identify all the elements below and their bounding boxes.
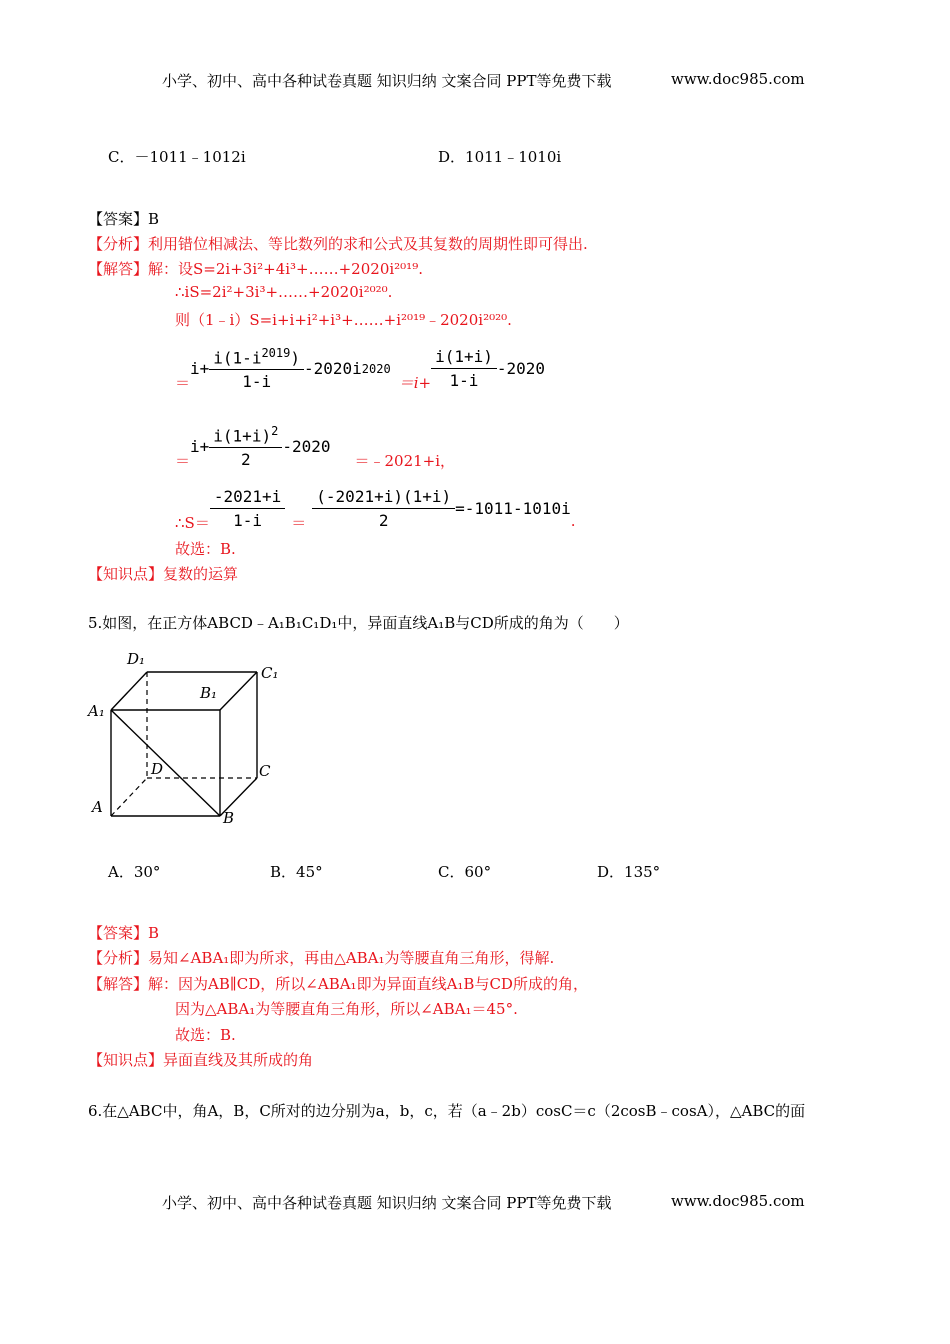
q5-option-c: C．60° <box>438 863 492 881</box>
label-b: B <box>223 809 235 827</box>
q4-m3-lead: ∴S＝ <box>175 514 210 532</box>
q4-answer-line <box>88 208 159 229</box>
q4-m3-eq: ＝ <box>291 514 307 532</box>
edge-a1d1 <box>111 672 147 710</box>
q4-m2-fraction <box>209 424 282 469</box>
q4-option-d: D．1011﹣1010i <box>438 148 562 166</box>
q4-m1b-tail: -2020 <box>496 359 546 378</box>
q4-choose: 故选：B. <box>175 540 236 558</box>
q4-knowledge-tag: 【知识点】 <box>88 565 164 583</box>
q5-knowledge-tag: 【知识点】 <box>88 1051 164 1069</box>
q4-m1-num: i(1-i <box>213 348 262 368</box>
q4-math-row3 <box>175 484 576 533</box>
page-header-text: 小学、初中、高中各种试卷真题 知识归纳 文案合同 PPT等免费下载 <box>162 72 612 90</box>
q4-m1-tail: -2020i <box>304 359 362 378</box>
q4-m1b-num: i(1+i) <box>431 347 497 369</box>
q4-m1b-den: 1-i <box>449 371 479 390</box>
q5-answer-line <box>88 922 159 943</box>
q4-option-c: C．－1011﹣1012i <box>108 148 246 166</box>
q4-m3-tail: =-1011-1010i <box>455 499 571 518</box>
q4-m3-end: . <box>570 511 576 530</box>
q4-m1b-fraction <box>431 347 497 390</box>
q4-m3-fraction <box>210 487 285 530</box>
q4-knowledge: 复数的运算 <box>163 565 239 583</box>
diagonal-a1b <box>111 710 220 816</box>
q5-answer-tag: 【答案】 <box>88 924 149 942</box>
q5-option-b: B．45° <box>270 863 323 881</box>
q4-m1-den: 1-i <box>242 372 272 392</box>
q4-m1-eq: ＝ <box>175 374 191 392</box>
q4-solution-step1: 解：设S=2i+3i²+4i³+……+2020i²⁰¹⁹. <box>148 260 423 278</box>
label-c: C <box>259 762 271 780</box>
q6-stem: 6.在△ABC中，角A，B，C所对的边分别为a，b，c，若（a﹣2b）cosC＝c（2cosB﹣cosA），△ABC的面 <box>88 1102 806 1120</box>
q5-analysis-tag: 【分析】 <box>88 949 149 967</box>
q4-m1-tail-exp: 2020 <box>361 361 391 376</box>
label-d1: D₁ <box>127 650 146 668</box>
q4-m3b-num: (-2021+i)(1+i) <box>312 487 455 509</box>
cube-figure <box>85 640 295 830</box>
q4-m2-num-exp: 2 <box>271 423 279 438</box>
q4-answer-tag: 【答案】 <box>88 210 149 228</box>
edge-b1c1 <box>220 672 257 710</box>
q4-m1-eq2: ＝i+ <box>398 374 432 392</box>
edge-ad-hidden <box>111 778 147 816</box>
label-a: A <box>92 798 103 816</box>
q4-m2-lead: i+ <box>190 437 210 456</box>
page-footer-url: www.doc985.com <box>671 1192 805 1210</box>
q4-solution-step3: 则（1﹣i）S=i+i+i²+i³+……+i²⁰¹⁹﹣2020i²⁰²⁰. <box>175 311 512 329</box>
q4-m1-num-exp: 2019 <box>261 345 291 360</box>
q4-analysis-line <box>88 233 588 254</box>
q4-m2-tail: -2020 <box>282 437 331 456</box>
label-a1: A₁ <box>88 702 105 720</box>
q4-knowledge-line <box>88 563 238 584</box>
q5-solution-tag: 【解答】 <box>88 975 149 993</box>
q4-solution-line1 <box>88 258 423 279</box>
q4-math-row2 <box>175 422 455 471</box>
q4-m3-num: -2021+i <box>210 487 285 509</box>
q4-m1-fraction <box>209 346 304 391</box>
q4-m1-lead: i+ <box>190 359 210 378</box>
q4-analysis-tag: 【分析】 <box>88 235 149 253</box>
q5-choose: 故选：B. <box>175 1026 236 1044</box>
q5-knowledge-line <box>88 1049 313 1070</box>
q4-answer: B <box>148 210 160 228</box>
page-footer-text: 小学、初中、高中各种试卷真题 知识归纳 文案合同 PPT等免费下载 <box>162 1194 612 1212</box>
q4-solution-step2: ∴iS=2i²+3i³+……+2020i²⁰²⁰. <box>175 283 393 301</box>
q4-solution-tag: 【解答】 <box>88 260 149 278</box>
q4-m3-den: 1-i <box>233 511 262 530</box>
q5-solution-line1 <box>88 973 588 994</box>
q5-solution-step1: 解：因为AB∥CD，所以∠ABA₁即为异面直线A₁B与CD所成的角， <box>148 975 588 993</box>
q5-analysis-line <box>88 947 554 968</box>
label-c1: C₁ <box>261 664 279 682</box>
q4-m2-result: ＝﹣2021+i， <box>354 452 456 470</box>
q4-m2-eq: ＝ <box>175 452 191 470</box>
q5-solution-step2: 因为△ABA₁为等腰直角三角形，所以∠ABA₁＝45°. <box>175 1000 518 1018</box>
q5-analysis: 易知∠ABA₁即为所求，再由△ABA₁为等腰直角三角形，得解. <box>148 949 555 967</box>
q4-m2-den: 2 <box>240 450 251 470</box>
q4-m2-num: i(1+i) <box>213 426 272 446</box>
q4-math-row1 <box>175 344 545 393</box>
q4-analysis: 利用错位相减法、等比数列的求和公式及其复数的周期性即可得出. <box>148 235 588 253</box>
q5-stem: 5.如图，在正方体ABCD﹣A₁B₁C₁D₁中，异面直线A₁B与CD所成的角为（ ） <box>88 614 629 632</box>
q4-m3b-fraction <box>312 487 455 530</box>
q5-option-a: A．30° <box>108 863 161 881</box>
q5-option-d: D．135° <box>597 863 661 881</box>
label-d: D <box>151 760 164 778</box>
label-b1: B₁ <box>200 684 218 702</box>
page-header-url: www.doc985.com <box>671 70 805 88</box>
q5-answer: B <box>148 924 160 942</box>
q5-knowledge: 异面直线及其所成的角 <box>163 1051 314 1069</box>
q4-m3b-den: 2 <box>378 511 389 530</box>
q4-m1-num-close: ) <box>290 348 300 368</box>
